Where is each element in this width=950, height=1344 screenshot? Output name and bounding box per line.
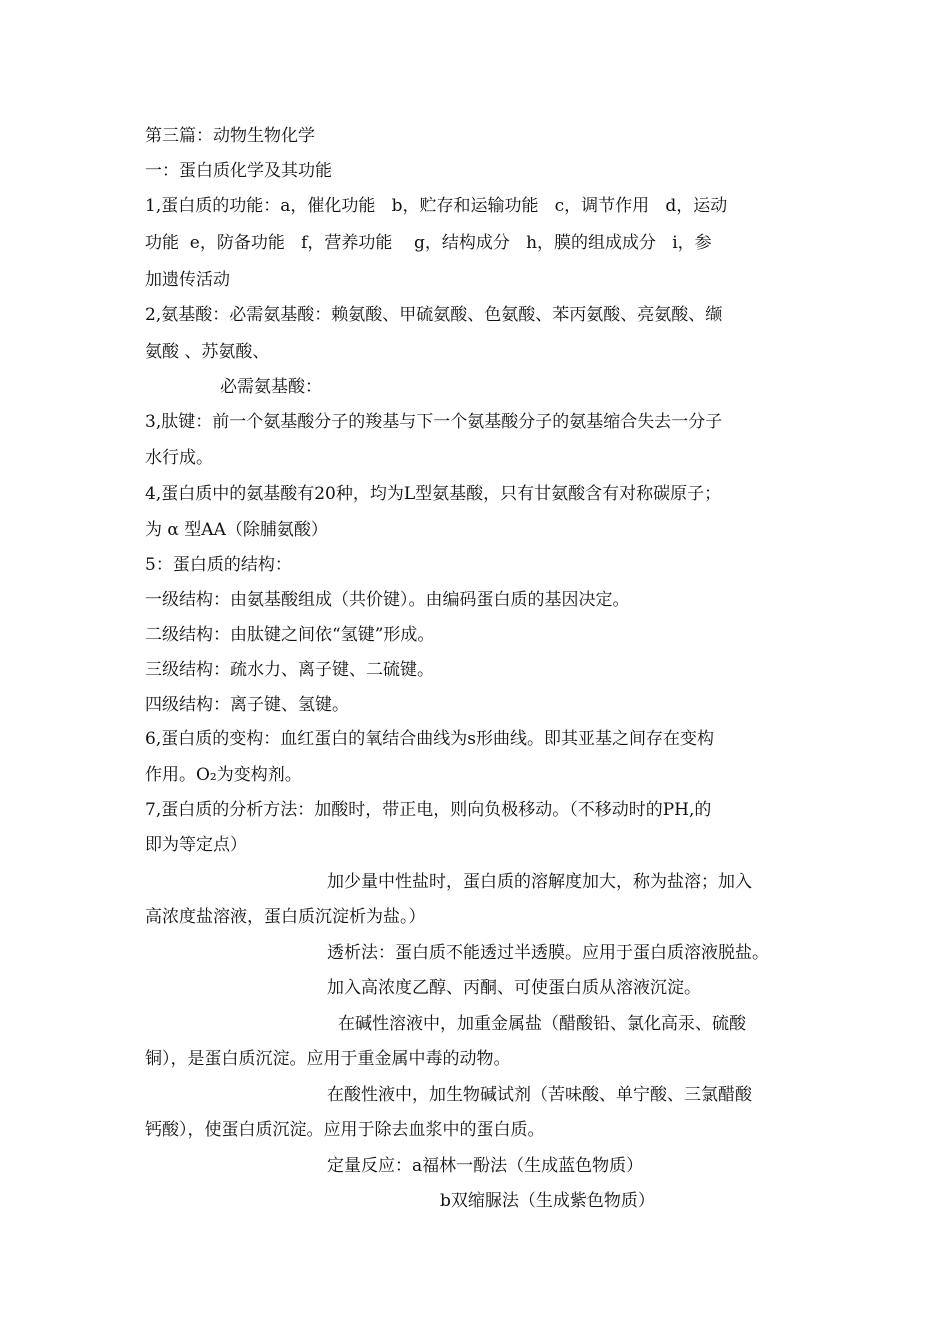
paragraph-line: 二级结构：由肽键之间依“氢键”形成。: [145, 625, 435, 645]
paragraph-line: 四级结构：离子键、氢键。: [145, 695, 349, 715]
paragraph-line: 三级结构：疏水力、离子键、二硫键。: [145, 660, 434, 680]
paragraph-line: 作用。O₂为变构剂。: [145, 765, 302, 785]
paragraph-line: 3,肽键：前一个氨基酸分子的羧基与下一个氨基酸分子的氨基缩合失去一分子: [145, 412, 723, 432]
paragraph-line: 即为等定点）: [145, 835, 247, 855]
paragraph-line: 钙酸），使蛋白质沉淀。应用于除去血浆中的蛋白质。: [145, 1120, 545, 1140]
paragraph-line: 1,蛋白质的功能：a，催化功能 b，贮存和运输功能 c，调节作用 d，运动: [145, 196, 728, 216]
paragraph-line: 5：蛋白质的结构：: [145, 555, 292, 575]
paragraph-line: 2,氨基酸：必需氨基酸：赖氨酸、甲硫氨酸、色氨酸、苯丙氨酸、亮氨酸、缬: [145, 305, 723, 325]
section-title: 第三篇：动物生物化学: [145, 126, 315, 146]
paragraph-line: 铜），是蛋白质沉淀。应用于重金属中毒的动物。: [145, 1049, 511, 1069]
paragraph-line: 加少量中性盐时，蛋白质的溶解度加大，称为盐溶；加入: [327, 872, 752, 892]
paragraph-line: 功能 e，防备功能 f，营养功能 g，结构成分 h，膜的组成成分 i，参: [145, 233, 712, 253]
paragraph-line: 4,蛋白质中的氨基酸有20种，均为L型氨基酸，只有甘氨酸含有对称碳原子；: [145, 484, 722, 504]
paragraph-line: 高浓度盐溶液，蛋白质沉淀析为盐。）: [145, 907, 426, 927]
paragraph-line: 水行成。: [145, 448, 213, 468]
paragraph-line: 在酸性液中，加生物碱试剂（苦味酸、单宁酸、三氯醋酸: [327, 1085, 752, 1105]
paragraph-line: 氨酸 、苏氨酸、: [145, 342, 270, 362]
paragraph-line: 为 α 型AA（除脯氨酸）: [145, 520, 328, 540]
chapter-heading: 一：蛋白质化学及其功能: [145, 161, 332, 181]
paragraph-line: 一级结构：由氨基酸组成（共价键）。由编码蛋白质的基因决定。: [145, 590, 630, 610]
paragraph-line: 6,蛋白质的变构：血红蛋白的氧结合曲线为s形曲线。即其亚基之间存在变构: [145, 729, 714, 749]
paragraph-line: 在碱性溶液中，加重金属盐（醋酸铅、氯化高汞、硫酸: [338, 1014, 746, 1034]
paragraph-line: b双缩脲法（生成紫色物质）: [440, 1191, 655, 1211]
paragraph-line: 7,蛋白质的分析方法：加酸时，带正电，则向负极移动。（不移动时的PH,的: [145, 800, 712, 820]
paragraph-line: 加遗传活动: [145, 270, 230, 290]
paragraph-line: 必需氨基酸：: [220, 377, 322, 397]
paragraph-line: 加入高浓度乙醇、丙酮、可使蛋白质从溶液沉淀。: [327, 978, 701, 998]
paragraph-line: 定量反应：a福林一酚法（生成蓝色物质）: [327, 1156, 644, 1176]
paragraph-line: 透析法：蛋白质不能透过半透膜。应用于蛋白质溶液脱盐。: [327, 943, 769, 963]
